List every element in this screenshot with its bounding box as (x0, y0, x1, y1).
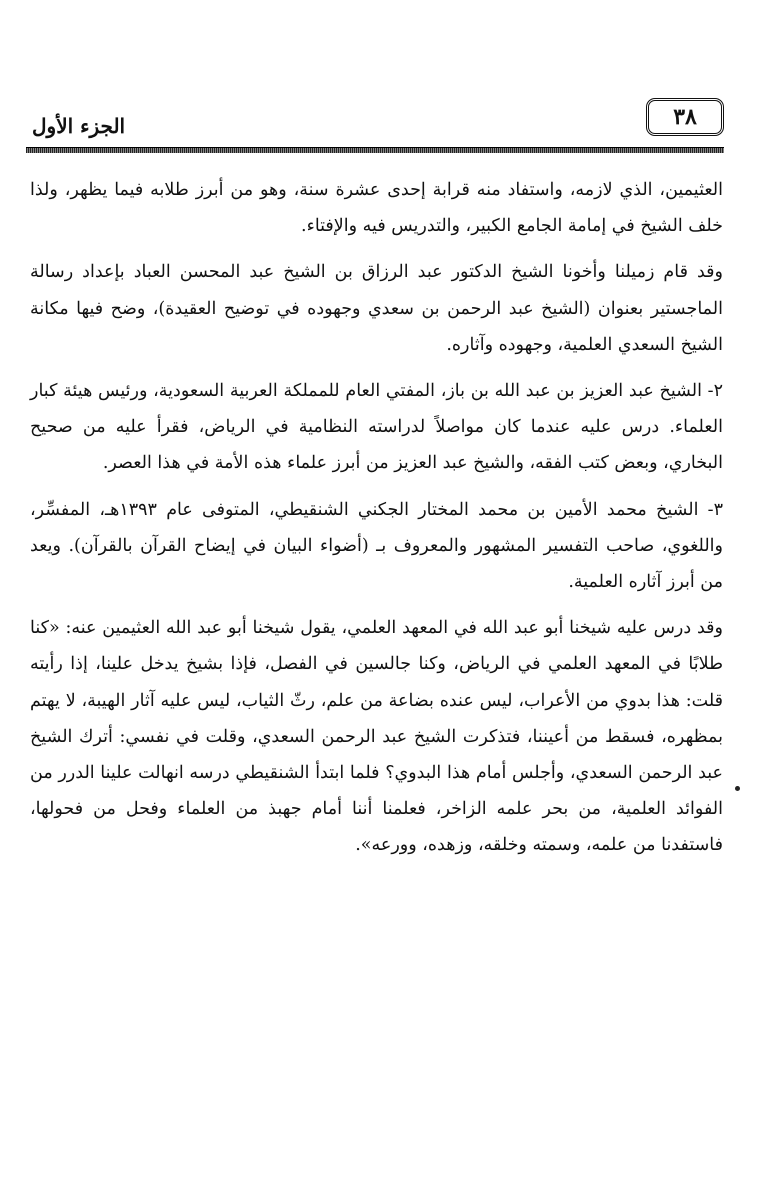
paragraph: ٣- الشيخ محمد الأمين بن محمد المختار الجكني الشنقيطي، المتوفى عام ١٣٩٣هـ، المفسِّر، واللغوي، صاحب التفسير المشهور والمعروف بـ (أضواء البيان في إيضاح القرآن بالقرآن). ويعد من أبرز آثاره العلمية. (30, 499, 724, 593)
margin-dot (735, 786, 740, 791)
part-title: الجزء الأول (32, 114, 126, 138)
paragraph: وقد درس عليه شيخنا أبو عبد الله في المعهد العلمي، يقول شيخنا أبو عبد الله العثيمين عنه: «كنا طلابًا في المعهد العلمي في الرياض، وكنا جالسين في الفصل، فإذا بشيخ يدخل علينا، إذا رأيته قلت: هذا بدوي من الأعراب، ليس عنده بضاعة من علم، رثّ الثياب، ليس عليه آثار الهيبة، لا يهتم بمظهره، فسقط من أعيننا، فتذكرت الشيخ عبد الرحمن السعدي، وقلت في نفسي: أترك الشيخ عبد الرحمن السعدي، وأجلس أمام هذا البدوي؟ فلما ابتدأ الشنقيطي درسه انهالت علينا الدرر من الفوائد العلمية، من بحر علمه الزاخر، فعلمنا أننا أمام جهبذ من العلماء وفحل من فحولها، فاستفدنا من علمه، وسمته وخلقه، وزهده، وورعه». (30, 618, 723, 856)
paragraph: ٢- الشيخ عبد العزيز بن عبد الله بن باز، المفتي العام للمملكة العربية السعودية، ورئيس هيئة كبار العلماء. درس عليه عندما كان مواصلاً لدراسته النظامية في الرياض، فقرأ عليه من صحيح البخاري، وبعض كتب الفقه، والشيخ عبد العزيز من أبرز علماء هذه الأمة في هذا العصر. (30, 381, 723, 474)
page-header (26, 92, 724, 152)
page-number: ٣٨ (673, 104, 697, 130)
page-number-frame (646, 98, 724, 136)
header-rule (26, 147, 724, 153)
body-text (30, 172, 723, 874)
paragraph: العثيمين، الذي لازمه، واستفاد منه قرابة إحدى عشرة سنة، وهو من أبرز طلابه فيما يظهر، ولذا خلف الشيخ في إمامة الجامع الكبير، والتدريس فيه والإفتاء. (30, 180, 723, 237)
paragraph: وقد قام زميلنا وأخونا الشيخ الدكتور عبد الرزاق بن الشيخ عبد المحسن العباد بإعداد رسالة الماجستير بعنوان (الشيخ عبد الرحمن بن سعدي وجهوده في توضيح العقيدة)، وضح فيها مكانة الشيخ السعدي العلمية، وجهوده وآثاره. (30, 262, 723, 355)
